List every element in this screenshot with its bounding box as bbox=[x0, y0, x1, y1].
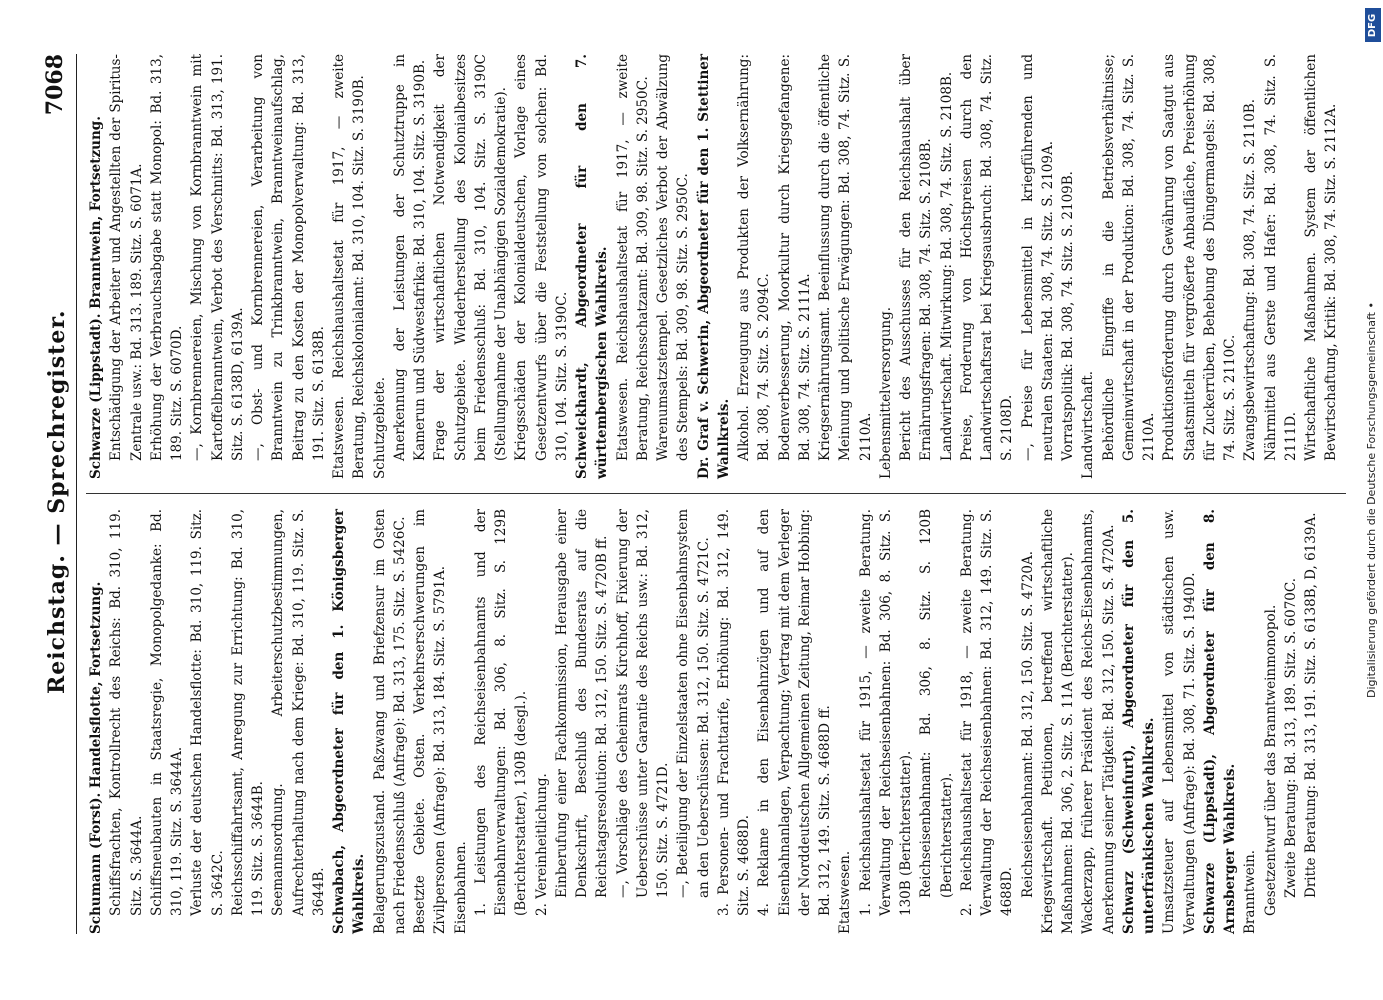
credit-text: Digitalisierung gefördert durch die Deutsche Forschungsgemeinschaft • bbox=[1365, 302, 1378, 698]
register-entry: Etatswesen. bbox=[837, 850, 854, 934]
register-entry: 3. Personen- und Frachttarife, Erhöhung: Bd. 312, 149. Sitz. S. 4688D. bbox=[715, 509, 752, 916]
register-entry: Behördliche Eingriffe in die Betriebsverhältnisse; Gemeinwirtschaft in der Produktion: Bd. 308, 74. Sitz. S. 2110A. bbox=[1100, 54, 1157, 461]
register-entry: Vorratspolitik: Bd. 308, 74. Sitz. S. 2109B. bbox=[1060, 171, 1076, 461]
register-entry: Alkohol. Erzeugung aus Produkten der Volksernährung: Bd. 308, 74. Sitz. S. 2094C. bbox=[736, 54, 773, 461]
register-entry: Wackerzapp, früherer Präsident des Reichs-Eisenbahnamts, Anerkennung seiner Tätigkeit: Bd. 312, 150. Sitz. S. 4720A. bbox=[1080, 509, 1117, 934]
page-number: 7068 bbox=[42, 54, 68, 116]
register-entry: Landwirtschaft. bbox=[1080, 370, 1097, 479]
running-header bbox=[36, 54, 77, 934]
register-entry: Reichseisenbahnamt: Bd. 306, 8. Sitz. S. 120B (Berichterstatter). bbox=[918, 509, 955, 898]
register-entry: Schutzgebiete. bbox=[371, 376, 388, 479]
register-entry: 4. Reklame in den Eisenbahnzügen und auf den Eisenbahnanlagen, Verpachtung; Vertrag mit dem Verleger der Norddeutschen Allgemeinen Zeitung, Reimar Hobbing: Bd. 312, 149. Sitz. S. 4688D ff. bbox=[756, 509, 833, 916]
register-entry: Anerkennung der Leistungen der Schutztruppe in Kamerun und Südwestafrika: Bd. 310, 104. Sitz. S. 3190B. bbox=[391, 54, 428, 461]
left-column bbox=[86, 509, 1346, 934]
register-entry: —, Preise für Lebensmittel in kriegführenden und neutralen Staaten: Bd. 308, 74. Sitz. S. 2109A. bbox=[1019, 54, 1056, 461]
register-entry-heading: Schumann (Forst). Handelsflotte, Fortsetzung. bbox=[88, 581, 104, 934]
register-entry-heading: Schwarz (Schweinfurt), Abgeordneter für den 5. unterfränkischen Wahlkreis. bbox=[1120, 509, 1157, 934]
register-entry: Zweite Beratung: Bd. 313, 189. Sitz. S. 6070C. bbox=[1282, 577, 1299, 898]
digitization-credit bbox=[1362, 12, 1382, 988]
register-entry-heading: Schweickhardt, Abgeordneter für den 7. württembergischen Wahlkreis. bbox=[574, 54, 611, 479]
register-entry: 2. Vereinheitlichung. bbox=[533, 773, 550, 916]
register-entry: Schiffsneubauten in Staatsregie, Monopolgedanke: Bd. 310, 119. Sitz. S. 3644A. bbox=[148, 509, 185, 916]
register-entry: Bodenverbesserung, Moorkultur durch Kriegsgefangene: Bd. 308, 74. Sitz. S. 2111A. bbox=[776, 54, 813, 461]
register-entry: Zwangsbewirtschaftung: Bd. 308, 74. Sitz. S. 2110B. bbox=[1242, 98, 1259, 461]
register-entry: Bericht des Ausschusses für den Reichshaushalt über Ernährungsfragen: Bd. 308, 74. Sitz. S. 2108B. bbox=[898, 54, 935, 461]
register-entry: Erhöhung der Verbrauchsabgabe statt Monopol: Bd. 313, 189. Sitz. S. 6070D. bbox=[148, 54, 185, 461]
running-head-title: Reichstag. — Sprechregister. bbox=[44, 309, 70, 694]
register-entry: Etatswesen. Reichshaushaltsetat für 1917, — zweite Beratung, Reichskolonialamt: Bd. 310, 104. Sitz. S. 3190B. bbox=[331, 54, 368, 479]
register-entry: Landwirtschaft. Mitwirkung: Bd. 308, 74. Sitz. S. 2108B. bbox=[938, 71, 955, 461]
register-entry: Besetzte Gebiete. Osten. Verkehrserschwerungen im Zivilpersonen (Anfrage): Bd. 313, 184. Sitz. S. 5791A. bbox=[412, 509, 449, 934]
register-entry: Produktionsförderung durch Gewährung von Saatgut aus Staatsmitteln für vergrößerte Anbaufläche, Preiserhöhung für Zuckerrüben, Behebung des Düngermangels: Bd. 308, 74. Sitz. S. 2110C. bbox=[1161, 54, 1238, 461]
register-entry: Wirtschaftliche Maßnahmen. System der öffentlichen Bewirtschaftung, Kritik: Bd. 308, 74. Sitz. S. 2112A. bbox=[1303, 54, 1340, 461]
register-entry-heading: Schwabach, Abgeordneter für den 1. Königsberger Wahlkreis. bbox=[331, 509, 368, 934]
register-entry: Lebensmittelversorgung. bbox=[877, 306, 894, 479]
dfg-badge-text: DFG bbox=[1367, 13, 1379, 37]
register-entry: 1. Reichshaushaltsetat für 1915, — zweite Beratung. Verwaltung der Reichseisenbahnen: Bd. 306, 8. Sitz. S. 130B (Berichterstatter). bbox=[857, 509, 914, 916]
register-entry: Kriegsernährungsamt. Beeinflussung durch die öffentliche Meinung und politische Erwägungen: Bd. 308, 74. Sitz. S. 2110A. bbox=[817, 54, 874, 461]
register-entry: 2. Reichshaushaltsetat für 1918, — zweite Beratung. Verwaltung der Reichseisenbahnen: Bd. 312, 149. Sitz. S. 4688D. bbox=[958, 509, 1016, 916]
register-entry: Gesetzentwurf über das Branntweinmonopol. bbox=[1262, 604, 1279, 916]
right-column bbox=[86, 54, 1346, 479]
register-entry: Kriegsschäden der Kolonialdeutschen, Vorlage eines Gesetzentwurfs über die Feststellung von solchen: Bd. 310, 104. Sitz. S. 3190C. bbox=[513, 54, 570, 461]
register-entry: Seemannsordnung. Arbeiterschutzbestimmungen, Aufrechterhaltung nach dem Kriege: Bd. 310, 119. Sitz. S. 3644B. bbox=[270, 509, 327, 916]
register-entry: Warenumsatzstempel. Gesetzliches Verbot der Abwälzung des Stempels: Bd. 309, 98. Sitz. S. 2950C. bbox=[655, 54, 692, 461]
register-entry-heading: Schwarze (Lippstadt), Abgeordneter für den 8. Arnsberger Wahlkreis. bbox=[1201, 509, 1238, 934]
register-entry: Branntwein. bbox=[1242, 849, 1259, 934]
register-entry: —, Vorschläge des Geheimrats Kirchhoff, Fixierung der Ueberschüsse unter Garantie des Reichs usw.: Bd. 312, 150. Sitz. S. 4721D. bbox=[614, 509, 671, 898]
text-columns bbox=[86, 54, 1346, 934]
register-entry: Verluste der deutschen Handelsflotte: Bd. 310, 119. Sitz. S. 3642C. bbox=[189, 509, 226, 916]
register-entry-heading: Dr. Graf v. Schwerin, Abgeordneter für den 1. Stettiner Wahlkreis. bbox=[695, 54, 732, 479]
register-entry: Belagerungszustand. Paßzwang und Briefzensur im Osten nach Friedensschluß (Anfrage): Bd. 313, 175. Sitz. S. 5426C. bbox=[371, 509, 408, 934]
register-entry: Dritte Beratung: Bd. 313, 191. Sitz. S. 6138B, D, 6139A. bbox=[1303, 512, 1319, 898]
register-entry: Kriegswirtschaft. Petitionen, betreffend wirtschaftliche Maßnahmen: Bd. 306, 2. Sitz. S. 11A (Berichterstatter). bbox=[1039, 509, 1076, 934]
register-entry: Etatswesen. Reichshaushaltsetat für 1917, — zweite Beratung, Reichsschatzamt: Bd. 309, 98. Sitz. S. 2950C. bbox=[614, 54, 651, 461]
register-entry: 1. Leistungen des Reichseisenbahnamts und der Eisenbahnverwaltungen: Bd. 306, 8. Sitz. S. 129B (Berichterstatter), 130B (desgl.). bbox=[472, 509, 530, 916]
register-entry: —, Beteiligung der Einzelstaaten ohne Eisenbahnsystem an den Ueberschüssen: Bd. 312, 150. Sitz. S. 4721C. bbox=[675, 509, 712, 898]
register-entry: Entschädigung der Arbeiter und Angestellten der Spiritus-Zentrale usw.: Bd. 313. 189. Sitz. S. 6071A. bbox=[108, 54, 145, 461]
register-entry: —, Obst- und Kornbrennereien, Verarbeitung von Branntwein zu Trinkbranntwein, Branntweinaufschlag, Beitrag zu den Kosten der Monopolverwaltung: Bd. 313, 191. Sitz. S. 6138B. bbox=[250, 54, 327, 461]
register-entry-heading: Schwarze (Lippstadt). Branntwein, Fortsetzung. bbox=[88, 116, 104, 479]
register-entry: Reichsschiffahrtsamt, Anregung zur Errichtung: Bd. 310, 119. Sitz. S. 3644B. bbox=[229, 509, 266, 916]
column-divider bbox=[86, 493, 1346, 494]
register-entry: Reichseisenbahnamt: Bd. 312, 150. Sitz. S. 4720A. bbox=[1019, 550, 1036, 898]
page-content bbox=[36, 54, 1346, 934]
register-entry: Frage der wirtschaftlichen Notwendigkeit der Schutzgebiete. Wiederherstellung des Kolonialbesitzes beim Friedensschluß: Bd. 310, 104. Sitz. S. 3190C (Stellungnahme der Unabhängigen Sozialdemokratie). bbox=[432, 54, 509, 461]
register-entry: Eisenbahnen. bbox=[452, 841, 469, 934]
register-entry: Nährmittel aus Gerste und Hafer: Bd. 308, 74. Sitz. S. 2111D. bbox=[1262, 54, 1299, 461]
register-entry: Preise, Forderung von Höchstpreisen durch den Landwirtschaftsrat bei Kriegsausbruch: Bd. 308, 74. Sitz. S. 2108D. bbox=[958, 54, 1016, 461]
register-entry: Einberufung einer Fachkommission, Herausgabe einer Denkschrift, Beschluß des Bundesrats auf die Reichstagsresolution: Bd. 312, 150. Sitz. S. 4720B ff. bbox=[553, 509, 611, 898]
register-entry: —, Kornbrennereien, Mischung von Kornbranntwein mit Kartoffelbranntwein, Verbot des Verschnitts: Bd. 313, 191. Sitz. S. 6138D, 6139A. bbox=[189, 54, 246, 461]
register-entry: Schiffsfrachten, Kontrollrecht des Reichs: Bd. 310, 119. Sitz. S. 3644A. bbox=[108, 509, 145, 916]
register-entry: Umsatzsteuer auf Lebensmittel von städtischen usw. Verwaltungen (Anfrage): Bd. 308, 71. Sitz. S. 1940D. bbox=[1161, 509, 1198, 934]
